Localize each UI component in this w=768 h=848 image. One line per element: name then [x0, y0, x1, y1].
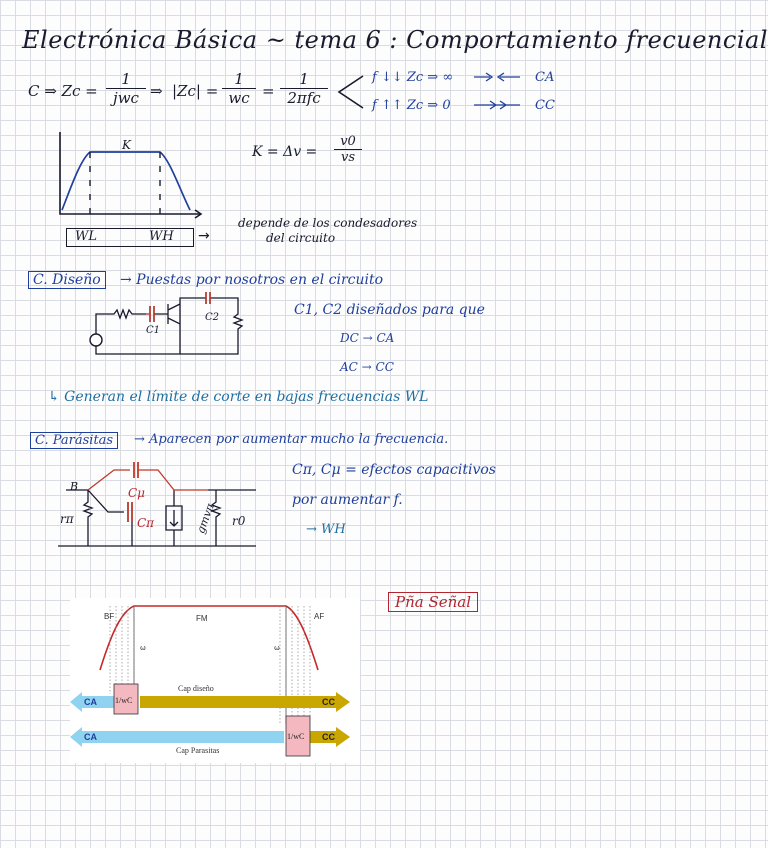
- cmu-label: Cμ: [128, 486, 145, 500]
- formula-frac3: [280, 70, 328, 107]
- case-low-freq: f ↓↓ Zc ⇒ ∞: [372, 70, 454, 85]
- formula-frac2: [222, 70, 256, 107]
- c2-label: C2: [205, 312, 220, 323]
- parasitas-description: → Aparecen por aumentar mucho la frecuencia.: [134, 432, 449, 447]
- rpi-label: rπ: [60, 512, 74, 526]
- wh-label: WH: [149, 229, 174, 244]
- page-title: Electrónica Básica ~ tema 6 : Comportamiento frecuencial: [22, 26, 768, 54]
- bf-label: BF: [104, 612, 115, 621]
- cc-bottom-label: CC: [322, 732, 335, 742]
- media-senal-label: Pña Señal: [388, 592, 478, 612]
- wc-top-label: 1/wC: [115, 696, 133, 705]
- wc-bottom-label: 1/wC: [287, 732, 305, 741]
- parasitas-note-1: Cπ, Cμ = efectos capacitivos: [292, 462, 496, 478]
- dc-rule: DC → CA: [340, 331, 395, 345]
- ac-rule: AC → CC: [340, 360, 394, 374]
- fm-label: FM: [196, 614, 208, 623]
- gain-den: vs: [334, 149, 362, 165]
- ca-bottom-label: CA: [84, 732, 97, 742]
- ca-top-label: CA: [84, 697, 97, 707]
- case-high-symbol: CC: [535, 98, 555, 113]
- parasitic-circuit-diagram: [58, 468, 258, 552]
- cpi-label: Cπ: [137, 516, 155, 530]
- frac3-den: 2πfc: [280, 88, 328, 107]
- diseno-note: C1, C2 diseñados para que: [294, 302, 485, 318]
- parasitas-note-2: por aumentar f.: [292, 492, 403, 508]
- frac1-num: 1: [121, 70, 131, 88]
- case-high-freq: f ↑↑ Zc ⇒ 0: [372, 98, 451, 113]
- cap-parasitas-label: Cap Parasitas: [176, 746, 220, 755]
- gain-k-label: K: [122, 138, 131, 152]
- short-circuit-icon: [472, 98, 522, 112]
- gain-formula: K = Δv =: [252, 144, 318, 160]
- base-label: B: [70, 480, 79, 493]
- formula-lhs: C ⇒ Zc =: [28, 82, 98, 100]
- note-depends: depende de los condesadores: [238, 216, 418, 230]
- frequency-band-figure: [70, 598, 360, 763]
- parasitas-label: C. Parásitas: [30, 432, 118, 449]
- case-brace-icon: [335, 72, 365, 112]
- omega-high-label: ω: [274, 644, 280, 652]
- case-low-symbol: CA: [535, 70, 555, 85]
- c1-label: C1: [146, 325, 161, 336]
- gm-label: gmvπ: [194, 501, 217, 536]
- frac3-num: 1: [299, 70, 309, 88]
- diseno-label: C. Diseño: [28, 271, 106, 289]
- open-circuit-icon: [472, 70, 522, 84]
- design-circuit-diagram: [88, 296, 248, 358]
- gain-num: v0: [340, 134, 356, 149]
- frac2-den: wc: [222, 88, 256, 107]
- parasitas-wh: → WH: [306, 522, 346, 537]
- diseno-limit: ↳ Generan el límite de corte en bajas frecuencias WL: [48, 389, 429, 405]
- band-figure-drawing: [70, 598, 360, 763]
- formula-abs: |Zc| =: [172, 82, 219, 100]
- af-label: AF: [314, 612, 325, 621]
- wl-label: WL: [75, 229, 97, 244]
- cc-top-label: CC: [322, 697, 335, 707]
- bandwidth-arrow: →: [198, 228, 210, 244]
- cap-diseno-label: Cap diseño: [178, 684, 214, 693]
- formula-eq: =: [262, 82, 275, 100]
- frac2-num: 1: [234, 70, 244, 88]
- frac1-den: jwc: [106, 88, 146, 107]
- formula-arrow: ⇒: [150, 82, 163, 100]
- ro-label: r0: [232, 514, 246, 528]
- gain-frac: [334, 134, 362, 165]
- note-circuit: del circuito: [266, 231, 336, 245]
- diseno-description: → Puestas por nosotros en el circuito: [120, 272, 384, 288]
- bandwidth-box: [66, 228, 194, 247]
- formula-frac1: [106, 70, 146, 107]
- omega-low-label: ω: [140, 644, 146, 652]
